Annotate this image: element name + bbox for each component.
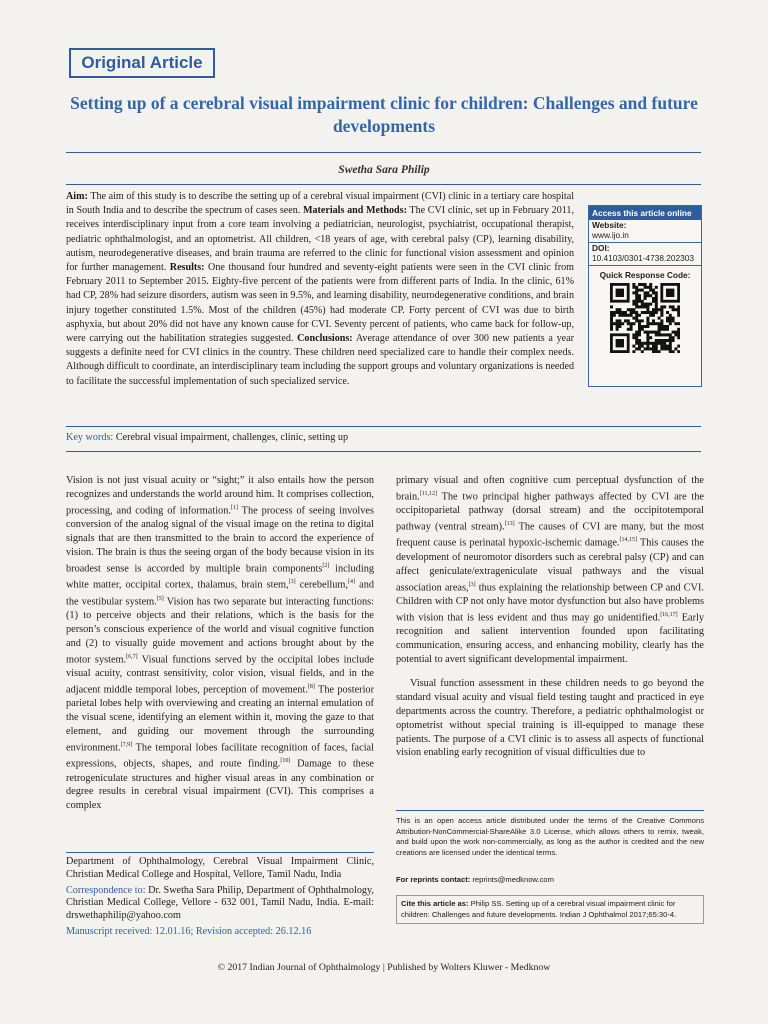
doi-value[interactable]: 10.4103/0301-4738.202303 — [589, 253, 701, 266]
citation-ref[interactable]: [14,15] — [619, 537, 638, 544]
license-notice: This is an open access article distributed under the terms of the Creative Commons Attribution-NonCommercial-ShareAlike 3.0 License, which allows others to remix, tweak, and build upon the work non-commercially, as long as the author is credited and the new creations are licensed under the identical terms. — [396, 816, 704, 857]
citation-ref[interactable]: [7,9] — [120, 741, 133, 748]
citation-ref[interactable]: [6,7] — [126, 653, 138, 660]
citation-ref[interactable]: [4] — [348, 579, 356, 586]
citation-ref[interactable]: [11,12] — [419, 490, 438, 497]
citation-ref[interactable]: [8] — [307, 683, 315, 690]
citation-ref[interactable]: [3] — [288, 579, 296, 586]
citation-ref[interactable]: [5] — [156, 595, 164, 602]
body-paragraph: primary visual and often cognitive cum perceptual dysfunction of the brain.[11,12] The two principal higher pathways affected by CVI are the occipitoparietal pathway (dorsal stream) and the occipitotemporal pathway (ventral stream).[13] The causes of CVI are many, but the most frequent cause is perinatal hypoxic-ischemic damage.[14,15] This causes the development of neuromotor disorders such as cerebral palsy (CP) and can affect geniculate/extrageniculate visual pathways and the visual association areas,[3] thus explaining the relationship between CP and CVI. Children with CP not only have motor dysfunction but also have problems with vision that is less evident and thus may go unidentified.[16,17] Early recognition and salient intervention founded upon facilitating communication, ensuring access, and enhancing mobility, clearly has the potential to avert significant developmental impairment. — [396, 475, 705, 665]
department: Department of Ophthalmology, Cerebral Visual Impairment Clinic, Christian Medical College and Hospital, Vellore, Tamil Nadu, India — [66, 856, 374, 880]
conclusions-label: Conclusions: — [297, 333, 353, 345]
article-title: Setting up of a cerebral visual impairment clinic for children: Challenges and future developments — [70, 93, 698, 136]
body-column-right — [396, 474, 704, 760]
body-paragraph: Vision is not just visual acuity or “sight;” it also entails how the person recognizes and understands the world around him. It comprises collection, processing, and coding of information.[1] The process of seeing involves conversion of the analog signal of the visual image on the retina to digital signals that are then transmitted to the brain to accord the experience of vision. The brain is thus the seeing organ of the body because vision in its broadest sense is accorded by multiple brain components[2] including white matter, occipital cortex, thalamus, brain stem,[3] cerebellum,[4] and the vestibular system.[5] Vision has two separate but interacting functions: (1) to perceive objects and their relations, which is the basis for the person’s conscious experience of the world and visual cognitive function and (2) to visually guide movement and actions brought about by the motor system.[6,7] Visual functions served by the occipital lobes include visual acuity, contrast sensitivity, color vision, visual fields, and in the adjacent middle temporal lobes, perception of movement.[8] The posterior parietal lobes help with overviewing and creating an internal emulation of the visual scene, identifying an element within it, moving the gaze to that element, and guiding our movement through the surrounding environment.[7,9] The temporal lobes facilitate recognition of faces, facial expressions, objects, shapes, and route finding.[10] Damage to these retrogeniculate structures and higher visual areas in any combination or degree results in cerebral visual impairment (CVI). This comprises a complex — [66, 475, 375, 812]
citation-ref[interactable]: [3] — [468, 581, 476, 588]
keywords-label: Key words: — [66, 432, 114, 443]
author-divider — [66, 184, 701, 185]
article-type-badge: Original Article — [69, 48, 215, 78]
affiliation-divider — [66, 852, 374, 853]
citation-ref[interactable]: [1] — [230, 504, 238, 511]
aim-label: Aim: — [66, 191, 88, 202]
correspondence — [66, 885, 374, 923]
correspondence-text: Dr. Swetha Sara Philip, Department of Ophthalmology, Christian Medical College, Vellore - 632 001, Tamil Nadu, India. E-mail: drswethaphilip@yahoo.com — [66, 884, 374, 922]
reprints-email[interactable]: reprints@medknow.com — [470, 875, 554, 884]
author-name: Swetha Sara Philip — [338, 164, 430, 176]
access-box-heading: Access this article online — [589, 206, 701, 220]
page-footer: © 2017 Indian Journal of Ophthalmology | Published by Wolters Kluwer - Medknow — [217, 962, 551, 973]
results-text: One thousand four hundred and seventy-eight patients were seen in the CVI clinic from February 2011 to September 2015. Eighty-five percent of the patients were from different parts of India. In the clinic, 61% had CP, 28% had seizure disorders, autism was seen in 9.5%, and learning disability, neurodegenerative conditions, and brain injury together constituted 1.5%. Most of the children (45%) had moderate CP. Forty percent of CVI was due to birth asphyxia, but about 20% did not have any known cause for CVI. Seventy percent of patients, who came back for follow-up, were carrying out the habilitation strategies suggested. — [66, 262, 574, 345]
methods-label: Materials and Methods: — [302, 205, 407, 217]
manuscript-dates: Manuscript received: 12.01.16; Revision accepted: 26.12.16 — [66, 925, 312, 937]
affiliation-block — [66, 856, 374, 942]
citation-ref[interactable]: [2] — [322, 562, 330, 569]
abstract — [66, 190, 574, 389]
body-paragraph: Visual function assessment in these children needs to go beyond the standard visual acuity and visual field testing taught and practiced in eye departments across the country. Therefore, a pediatric ophthalmologist or optometrist without special training is ill-equipped to manage these patients. The purpose of a CVI clinic is to assess all aspects of functional vision enabling early recognition of visual difficulties due to — [396, 677, 704, 759]
access-article-box — [588, 205, 702, 387]
citation-ref[interactable]: [13] — [504, 521, 515, 528]
citation-box — [396, 895, 704, 924]
results-label: Results: — [169, 262, 205, 274]
cite-text: Philip SS. Setting up of a cerebral visual impairment clinic for children: Challenges and future developments. Indian J Ophthalmol 2017;65:30-4. — [401, 899, 677, 919]
body-column-left — [66, 474, 374, 813]
doi-label: DOI: — [592, 243, 610, 253]
cite-label: Cite this article as: — [401, 899, 469, 908]
conclusions-text: Average attendance of over 300 new patients a year suggests a definite need for CVI clinics in the country. These children need specialized care to handle their complex needs. Although difficult to coordinate, an interdisciplinary team including the support groups and voluntary organizations is needed to facilitate the successful implementation of such specialized service. — [66, 333, 574, 387]
reprints-contact — [396, 875, 554, 884]
methods-text: The CVI clinic, set up in February 2011, receives interdisciplinary input from a core team involving a pediatrician, neurologist, psychiatrist, occupational therapist, pediatric ophthalmologist, and an optometrist. All children, <18 years of age, with cerebral palsy (CP), learning disability, autism, neurodegenerative diseases, and brain trauma are referred to the clinic for functional vision assessment and opinion for further management. — [66, 205, 574, 274]
abstract-divider — [66, 426, 701, 427]
keywords — [66, 432, 348, 443]
reprints-label: For reprints contact: — [396, 875, 471, 884]
aim-text: The aim of this study is to describe the setting up of a cerebral visual impairment (CVI) clinic in a tertiary care hospital in South India and to describe the spectrum of cases seen. — [66, 191, 574, 217]
qr-code-label: Quick Response Code: — [599, 270, 691, 280]
website-link[interactable]: www.ijo.in — [589, 230, 701, 243]
keywords-text: Cerebral visual impairment, challenges, clinic, setting up — [113, 432, 349, 443]
citation-ref[interactable]: [16,17] — [660, 611, 678, 618]
license-divider — [396, 810, 704, 811]
keywords-divider — [66, 451, 701, 452]
correspondence-label: Correspondence to: — [66, 884, 146, 896]
qr-code-icon[interactable] — [610, 283, 680, 353]
website-label: Website: — [592, 220, 627, 230]
citation-ref[interactable]: [10] — [280, 758, 291, 765]
title-divider — [66, 152, 701, 153]
